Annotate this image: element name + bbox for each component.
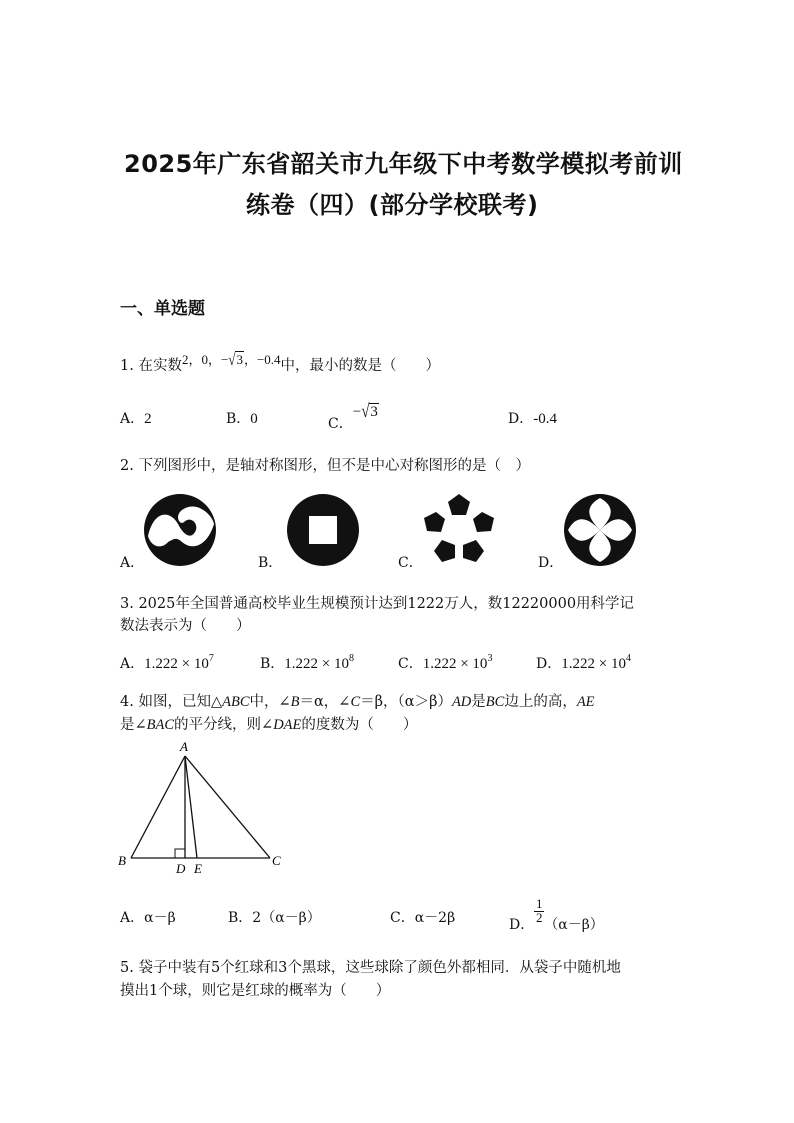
question-number: 1. xyxy=(120,358,134,374)
option-b[interactable]: B．2（α－β） xyxy=(228,910,321,926)
option-a[interactable]: A．2 xyxy=(120,411,152,427)
option-a-label[interactable]: A． xyxy=(120,555,145,571)
question-1 xyxy=(120,350,441,375)
side-ab xyxy=(131,756,185,858)
question-number: 5. xyxy=(120,960,134,976)
question-number: 3. xyxy=(120,596,134,612)
question-number: 2. xyxy=(120,458,134,474)
question-text: 下列图形中，是轴对称图形，但不是中心对称图形的是（ ） xyxy=(138,458,530,474)
page-title-line2: 练卷（四）(部分学校联考) xyxy=(246,191,539,219)
option-a[interactable]: A．α－β xyxy=(120,910,176,926)
bisector-ae xyxy=(185,756,197,858)
question-4-line2: 是∠BAC的平分线，则∠DAE的度数为（ ） xyxy=(120,717,418,733)
question-number: 4. xyxy=(120,694,134,710)
option-d[interactable]: D．-0.4 xyxy=(508,411,557,427)
question-4: 4. 如图，已知△ABC中，∠B＝α，∠C＝β，（α＞β）AD是BC边上的高，AE xyxy=(120,694,595,710)
figure-a-wave-circle xyxy=(140,490,220,570)
question-2 xyxy=(120,454,530,475)
right-angle-mark xyxy=(175,849,185,858)
question-text: 袋子中装有5个红球和3个黑球，这些球除了颜色外都相同．从袋子中随机地 xyxy=(138,960,621,976)
option-b[interactable]: B．0 xyxy=(226,411,258,427)
option-d[interactable]: D． $\frac{1}{2}$ （α－β） xyxy=(509,896,604,933)
question-3 xyxy=(120,592,634,613)
point-e: E xyxy=(194,861,202,876)
option-c[interactable]: C．$1.222 \times 10^3$ xyxy=(398,653,493,672)
option-c-label[interactable]: C． xyxy=(398,555,423,571)
question-3-line2: 数法表示为（ ） xyxy=(120,618,251,634)
figure-d-petal-circle xyxy=(560,490,640,570)
figure-c-pentagons xyxy=(418,490,500,570)
section-heading: 一、单选题 xyxy=(120,299,205,319)
question-5-line2: 摸出1个球，则它是红球的概率为（ ） xyxy=(120,983,391,999)
option-c[interactable]: C．−√3 xyxy=(328,401,378,432)
option-d[interactable]: D．$1.222 \times 10^4$ xyxy=(536,653,631,672)
question-text: 2025年全国普通高校毕业生规模预计达到1222万人，数12220000用科学记 xyxy=(138,596,635,612)
option-b-label[interactable]: B． xyxy=(258,555,283,571)
question-5 xyxy=(120,956,621,977)
question-text: 中，最小的数是（ ） xyxy=(280,358,441,374)
vertex-c: C xyxy=(272,853,281,868)
point-d: D xyxy=(176,861,186,876)
triangle-figure xyxy=(115,738,295,878)
page-title-line1: 2025年广东省韶关市九年级下中考数学模拟考前训 xyxy=(124,150,683,178)
number-set: 2，0，−√3，−0.4 xyxy=(181,350,281,369)
vertex-b: B xyxy=(118,853,126,868)
vertex-a: A xyxy=(180,739,188,754)
option-d-label[interactable]: D． xyxy=(538,555,564,571)
option-a[interactable]: A．$1.222 \times 10^7$ xyxy=(120,653,214,672)
option-c[interactable]: C．α－2β xyxy=(390,910,456,926)
option-b[interactable]: B．$1.222 \times 10^8$ xyxy=(260,653,355,672)
question-text: 在实数 xyxy=(138,358,182,374)
figure-b-square-coin xyxy=(283,490,363,570)
side-ac xyxy=(185,756,270,858)
